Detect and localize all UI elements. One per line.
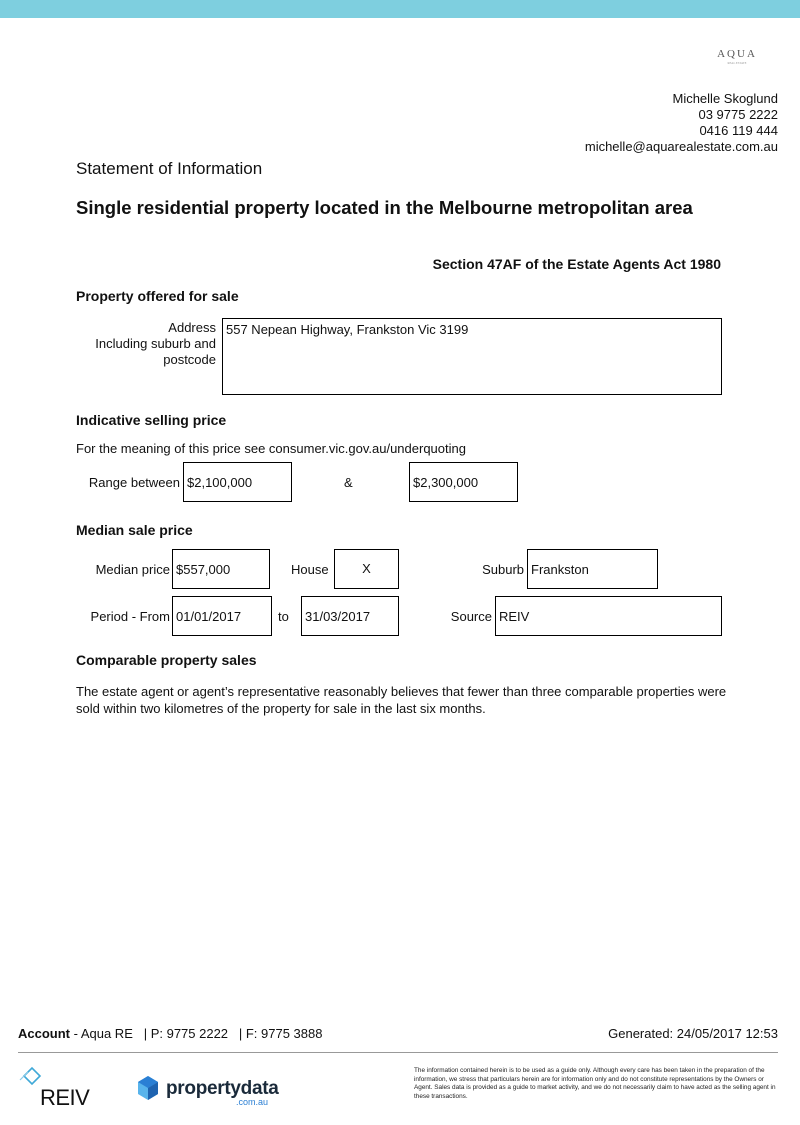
address-label bbox=[76, 320, 216, 368]
propertydata-logo-subtext: .com.au bbox=[236, 1097, 269, 1107]
document-heading: Single residential property located in the Melbourne metropolitan area bbox=[76, 197, 693, 218]
address-field[interactable]: 557 Nepean Highway, Frankston Vic 3199 bbox=[222, 318, 722, 395]
comparable-text: The estate agent or agent’s representative reasonably believes that fewer than three comparable properties were sold within two kilometres of the property for sale in the last six months. bbox=[76, 684, 727, 716]
account-info bbox=[18, 1026, 322, 1041]
aqua-logo bbox=[712, 48, 762, 65]
property-section-title: Property offered for sale bbox=[76, 288, 239, 304]
propertydata-logo-text: propertydata bbox=[166, 1078, 279, 1099]
median-price-field[interactable]: $557,000 bbox=[172, 549, 270, 589]
range-and-label: & bbox=[344, 475, 353, 490]
act-section: Section 47AF of the Estate Agents Act 1980 bbox=[432, 256, 721, 272]
price-high-field[interactable]: $2,300,000 bbox=[409, 462, 518, 502]
house-type-field[interactable]: X bbox=[334, 549, 399, 589]
price-meaning: For the meaning of this price see consumer.vic.gov.au/underquoting bbox=[76, 441, 466, 456]
logo-text: AQUA bbox=[717, 48, 757, 60]
top-color-bar bbox=[0, 0, 800, 18]
median-section-title: Median sale price bbox=[76, 522, 193, 538]
agent-email: michelle@aquarealestate.com.au bbox=[584, 139, 778, 154]
address-label-line3: postcode bbox=[163, 352, 216, 367]
footer-divider bbox=[18, 1052, 778, 1053]
source-label: Source bbox=[450, 609, 492, 624]
suburb-label: Suburb bbox=[482, 562, 524, 577]
median-price-label: Median price bbox=[95, 562, 170, 577]
price-low-field[interactable]: $2,100,000 bbox=[183, 462, 292, 502]
range-label: Range between bbox=[88, 475, 180, 490]
period-from-field[interactable]: 01/01/2017 bbox=[172, 596, 272, 636]
statement-title: Statement of Information bbox=[76, 159, 263, 178]
property-type-label: House bbox=[291, 562, 329, 577]
address-label-line2: Including suburb and bbox=[95, 336, 216, 351]
comparable-section-title: Comparable property sales bbox=[76, 652, 257, 668]
account-label: Account bbox=[18, 1026, 70, 1041]
agent-name: Michelle Skoglund bbox=[672, 91, 778, 106]
indicative-section-title: Indicative selling price bbox=[76, 412, 227, 428]
period-to-field[interactable]: 31/03/2017 bbox=[301, 596, 399, 636]
address-label-line1: Address bbox=[168, 320, 216, 335]
generated-timestamp: Generated: 24/05/2017 12:53 bbox=[608, 1026, 778, 1041]
footer-disclaimer: The information contained herein is to be used as a guide only. Although every care has been taken in the preparation of the information, we stress that particulars herein are for information only and do not constitute representations by the Owners or Agent. Sales data is provided as a guide to market activity, and we do not necessarily claim to have acted as the selling agent in these transactions. bbox=[414, 1067, 776, 1100]
source-field[interactable]: REIV bbox=[495, 596, 722, 636]
logo-subtext: REAL ESTATE bbox=[727, 61, 747, 65]
account-details: - Aqua RE | P: 9775 2222 | F: 9775 3888 bbox=[70, 1026, 323, 1041]
reiv-logo-text: REIV bbox=[40, 1085, 90, 1110]
period-to-label: to bbox=[278, 609, 289, 624]
suburb-field[interactable]: Frankston bbox=[527, 549, 658, 589]
agent-contact bbox=[585, 91, 778, 155]
agent-mobile: 0416 119 444 bbox=[699, 123, 778, 138]
period-from-label: Period - From bbox=[90, 609, 170, 624]
agent-phone: 03 9775 2222 bbox=[698, 107, 778, 122]
